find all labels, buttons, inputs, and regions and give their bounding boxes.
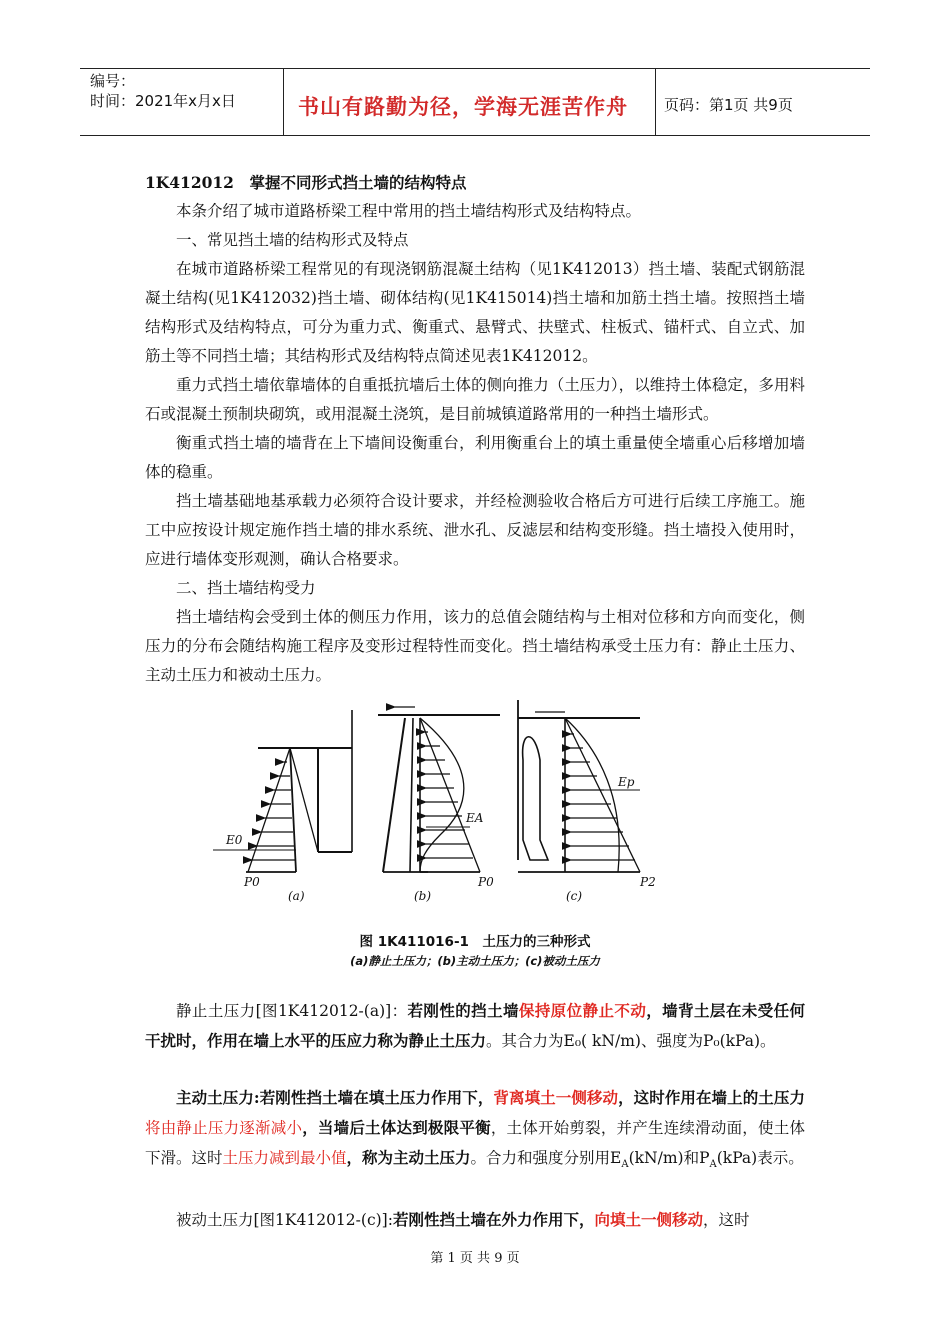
label-p0-b: P0 [478,875,494,889]
label-p2: P2 [640,875,656,889]
active-text-5: 。合力和强度分别用E [470,1149,622,1167]
paragraph-lateral-pressure: 挡土墙结构会受到土体的侧压力作用，该力的总值会随结构与土相对位移和方向而变化，侧压力的分布会随结构施工程序及变形过程特性而变化。挡土墙结构承受土压力有：静止土压力、主动土压力和被动土压力。 [145,608,805,684]
label-c: (c) [566,889,583,903]
static-term: 静止土压力[图1K412012-(a)]： [176,1002,408,1020]
date-label: 时间：2021年x月x日 [90,92,236,110]
active-sub-1: A [621,1159,629,1171]
active-text-7: (kPa)表示。 [716,1149,804,1167]
static-definition: ，墙背土层在未受任何干扰时，作用在墙上水平的压应力称为静止土压力 [145,1001,805,1050]
passive-text: ，这时 [702,1211,750,1229]
active-highlight-reduce: 将由静止压力逐渐减小 [145,1119,303,1137]
heading-wall-forces: 二、挡土墙结构受力 [176,579,316,597]
label-e0: E0 [226,833,243,847]
paragraph-foundation: 挡土墙基础地基承载力必须符合设计要求，并经检测验收合格后方可进行后续工序施工。施工中应按设计规定施作挡土墙的排水系统、泄水孔、反滤层和结构变形缝。挡土墙投入使用时，应进行墙体变形观测，确认合格要求。 [145,492,805,568]
serial-label: 编号： [90,72,136,90]
page-footer: 第 1 页 共 9 页 [430,1251,520,1266]
intro-paragraph: 本条介绍了城市道路桥梁工程中常用的挡土墙结构形式及结构特点。 [176,202,642,220]
section-title: 1K412012 掌握不同形式挡土墙的结构特点 [145,173,467,192]
static-highlight: 保持原位静止不动 [518,1001,647,1020]
paragraph-active-pressure [145,1083,805,1179]
active-sub-2: A [709,1159,717,1171]
page-label: 页码：第1页 共9页 [664,96,793,114]
passive-term: 被动土压力[图1K412012-(c)]: [176,1211,393,1229]
paragraph-passive-pressure [145,1205,805,1235]
static-values: 。其合力为E₀( kN/m)、强度为P₀(kPa)。 [486,1032,776,1050]
passive-condition: 若刚性挡土墙在外力作用下， [392,1210,595,1229]
paragraph-common-walls: 在城市道路桥梁工程常见的有现浇钢筋混凝土结构（见1K412013）挡土墙、装配式钢筋混凝土结构(见1K412032)挡土墙、砌体结构(见1K415014)挡土墙和加筋土挡土墙。按照挡土墙结构形式及结构特点，可分为重力式、衡重式、悬臂式、扶壁式、柱板式、锚杆式、自立式、加筋土等不同挡土墙；其结构形式及结构特点简述见表1K412012。 [145,260,805,365]
active-text-1: ，这时作用在墙上的土压力 [618,1088,805,1107]
figure-caption: 图 1K411016-1 土压力的三种形式 [359,934,591,950]
active-term: 主动土压力: [176,1088,260,1107]
motto: 书山有路勤为径，学海无涯苦作舟 [298,95,628,119]
active-text-2: ，当墙后土体达到极限平衡 [302,1118,491,1137]
heading-structure-forms: 一、常见挡土墙的结构形式及特点 [176,231,409,249]
diagram-a-static [213,710,352,872]
label-ep: Ep [618,775,635,789]
static-condition: 若刚性的挡土墙 [407,1001,519,1020]
label-a: (a) [288,889,305,903]
passive-highlight: 向填土一侧移动 [594,1210,703,1229]
label-ea: EA [466,811,484,825]
active-text-3: ，土体开始剪裂，并产生连续滑动面，使土体下滑。这时 [145,1119,805,1167]
diagram-b-active [378,707,500,872]
figure-subcaption: (a)静止土压力；(b)主动土压力；(c)被动土压力 [350,954,600,968]
active-highlight-min: 土压力减到最小值 [222,1149,347,1167]
paragraph-static-pressure [145,996,805,1056]
active-text-4: ，称为主动土压力 [346,1148,471,1167]
active-condition: 若刚性挡土墙在填土压力作用下， [259,1088,494,1107]
active-text-6: (kN/m)和P [628,1149,710,1167]
label-p0-a: P0 [244,875,260,889]
paragraph-balance-weight-wall: 衡重式挡土墙的墙背在上下墙间设衡重台，利用衡重台上的填土重量使全墙重心后移增加墙体的稳重。 [145,434,805,481]
label-b: (b) [414,889,432,903]
paragraph-gravity-wall: 重力式挡土墙依靠墙体的自重抵抗墙后土体的侧向推力（土压力），以维持土体稳定，多用料石或混凝土预制块砌筑，或用混凝土浇筑，是目前城镇道路常用的一种挡土墙形式。 [145,376,805,423]
active-highlight-move: 背离填土一侧移动 [493,1088,619,1107]
